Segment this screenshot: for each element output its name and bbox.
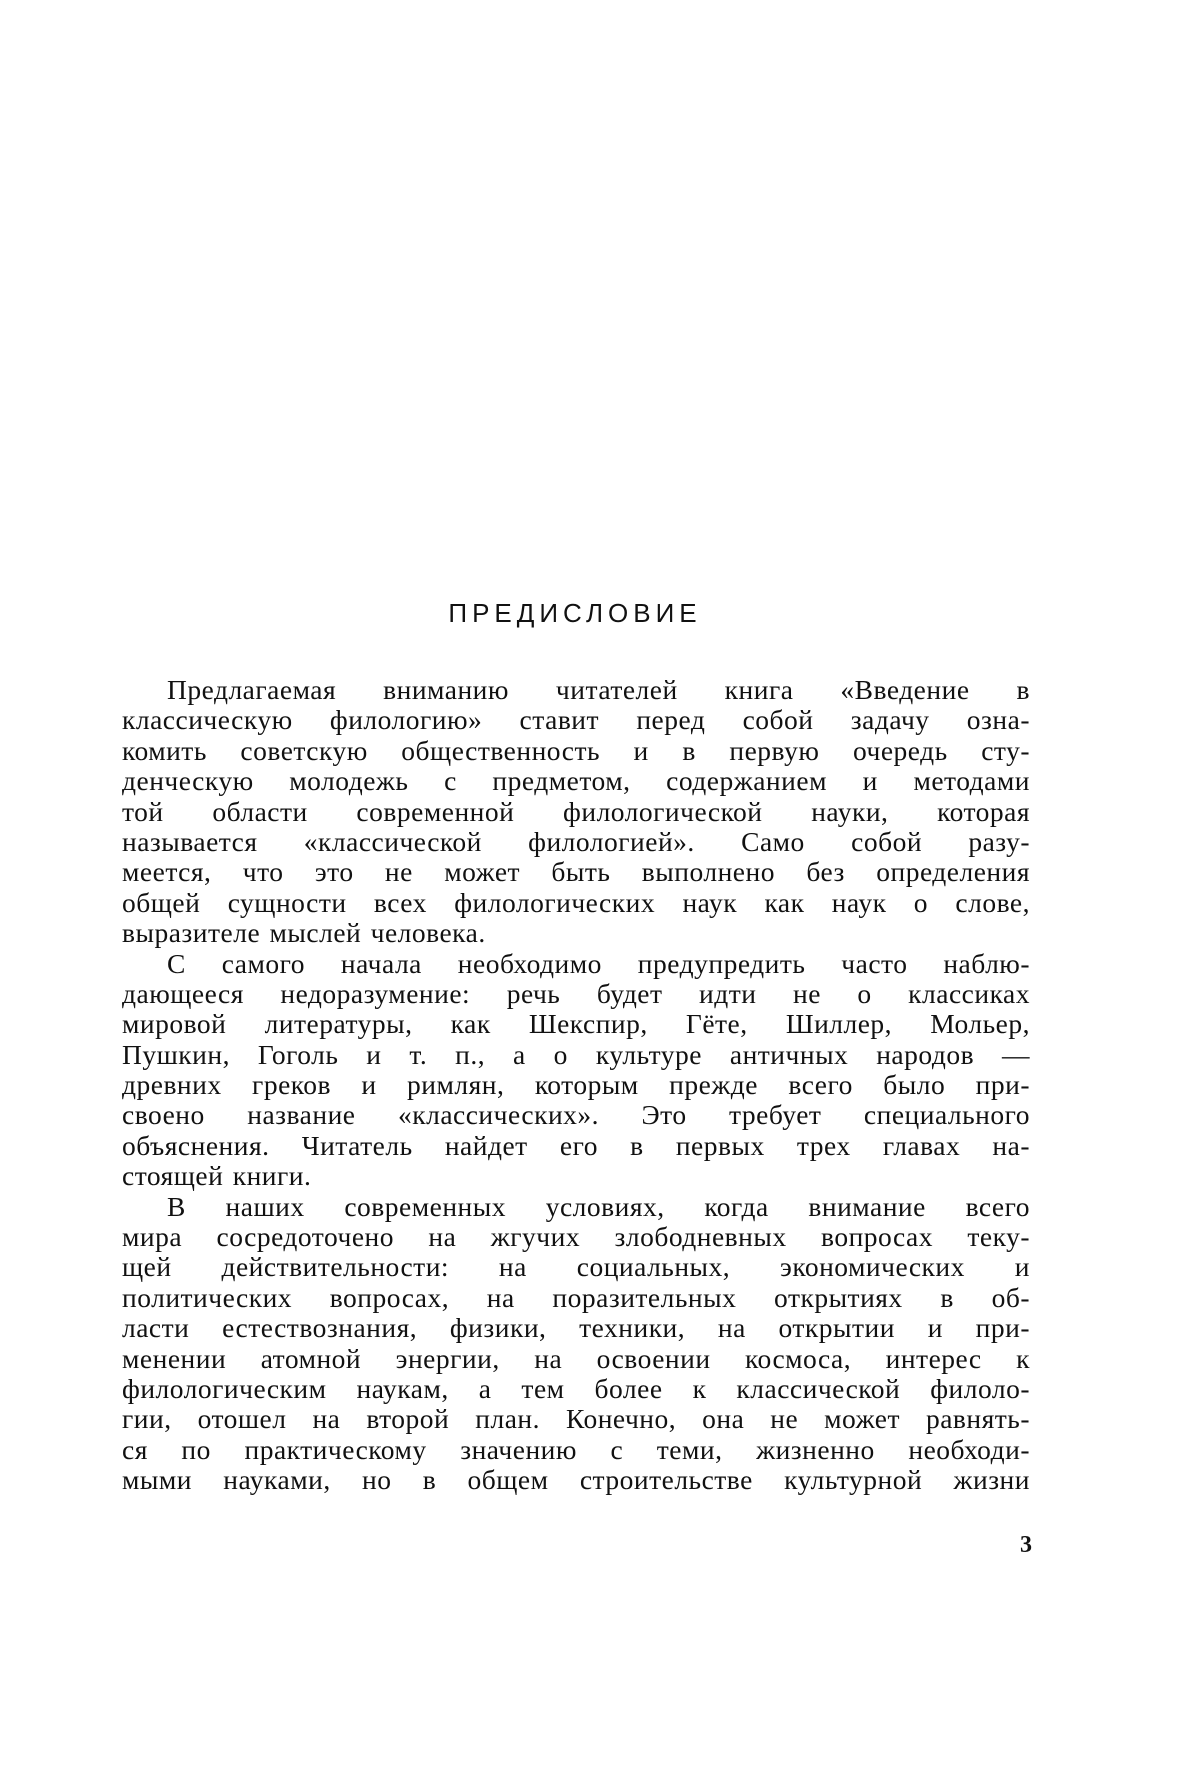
text-line: филологическим наукам, а тем более к классической филоло-: [122, 1372, 1030, 1404]
text-line: комить советскую общественность и в первую очередь сту-: [122, 734, 1030, 766]
text-line: объяснения. Читатель найдет его в первых трех главах на-: [122, 1129, 1030, 1161]
text-line: Пушкин, Гоголь и т. п., а о культуре античных народов —: [122, 1038, 1030, 1070]
text-line: своено название «классических». Это требует специального: [122, 1099, 1030, 1131]
text-line: менении атомной энергии, на освоении космоса, интерес к: [122, 1342, 1030, 1374]
text-line: денческую молодежь с предметом, содержанием и методами: [122, 765, 1030, 797]
text-line: гии, отошел на второй план. Конечно, она не может равнять-: [122, 1403, 1030, 1435]
text-line: С самого начала необходимо предупредить часто наблю-: [167, 947, 1030, 979]
text-line: выразителе мыслей человека.: [122, 917, 486, 949]
text-line: классическую филологию» ставит перед собой задачу озна-: [122, 704, 1030, 736]
text-line: древних греков и римлян, которым прежде всего было при-: [122, 1069, 1030, 1101]
text-line: щей действительности: на социальных, экономических и: [122, 1251, 1030, 1283]
text-line: дающееся недоразумение: речь будет идти не о классиках: [122, 977, 1030, 1009]
text-line: ласти естествознания, физики, техники, на открытии и при-: [122, 1312, 1030, 1344]
body-text: [122, 675, 1030, 1496]
text-line: общей сущности всех филологических наук как наук о слове,: [122, 886, 1030, 918]
text-line: В наших современных условиях, когда внимание всего: [167, 1190, 1030, 1222]
page-number: 3: [1020, 1532, 1032, 1558]
text-line: стоящей книги.: [122, 1160, 312, 1192]
text-line: называется «классической филологией». Само собой разу-: [122, 825, 1030, 857]
text-line: меется, что это не может быть выполнено без определения: [122, 856, 1030, 888]
text-line: ся по практическому значению с теми, жизненно необходи-: [122, 1433, 1030, 1465]
text-line: мыми науками, но в общем строительстве культурной жизни: [122, 1464, 1030, 1496]
text-line: мировой литературы, как Шекспир, Гёте, Шиллер, Мольер,: [122, 1008, 1030, 1040]
text-line: политических вопросах, на поразительных открытиях в об-: [122, 1281, 1030, 1313]
text-line: Предлагаемая вниманию читателей книга «Введение в: [167, 674, 1030, 705]
text-line: той области современной филологической науки, которая: [122, 795, 1030, 827]
text-line: мира сосредоточено на жгучих злободневных вопросах теку-: [122, 1221, 1030, 1253]
chapter-heading: ПРЕДИСЛОВИЕ: [448, 598, 702, 628]
